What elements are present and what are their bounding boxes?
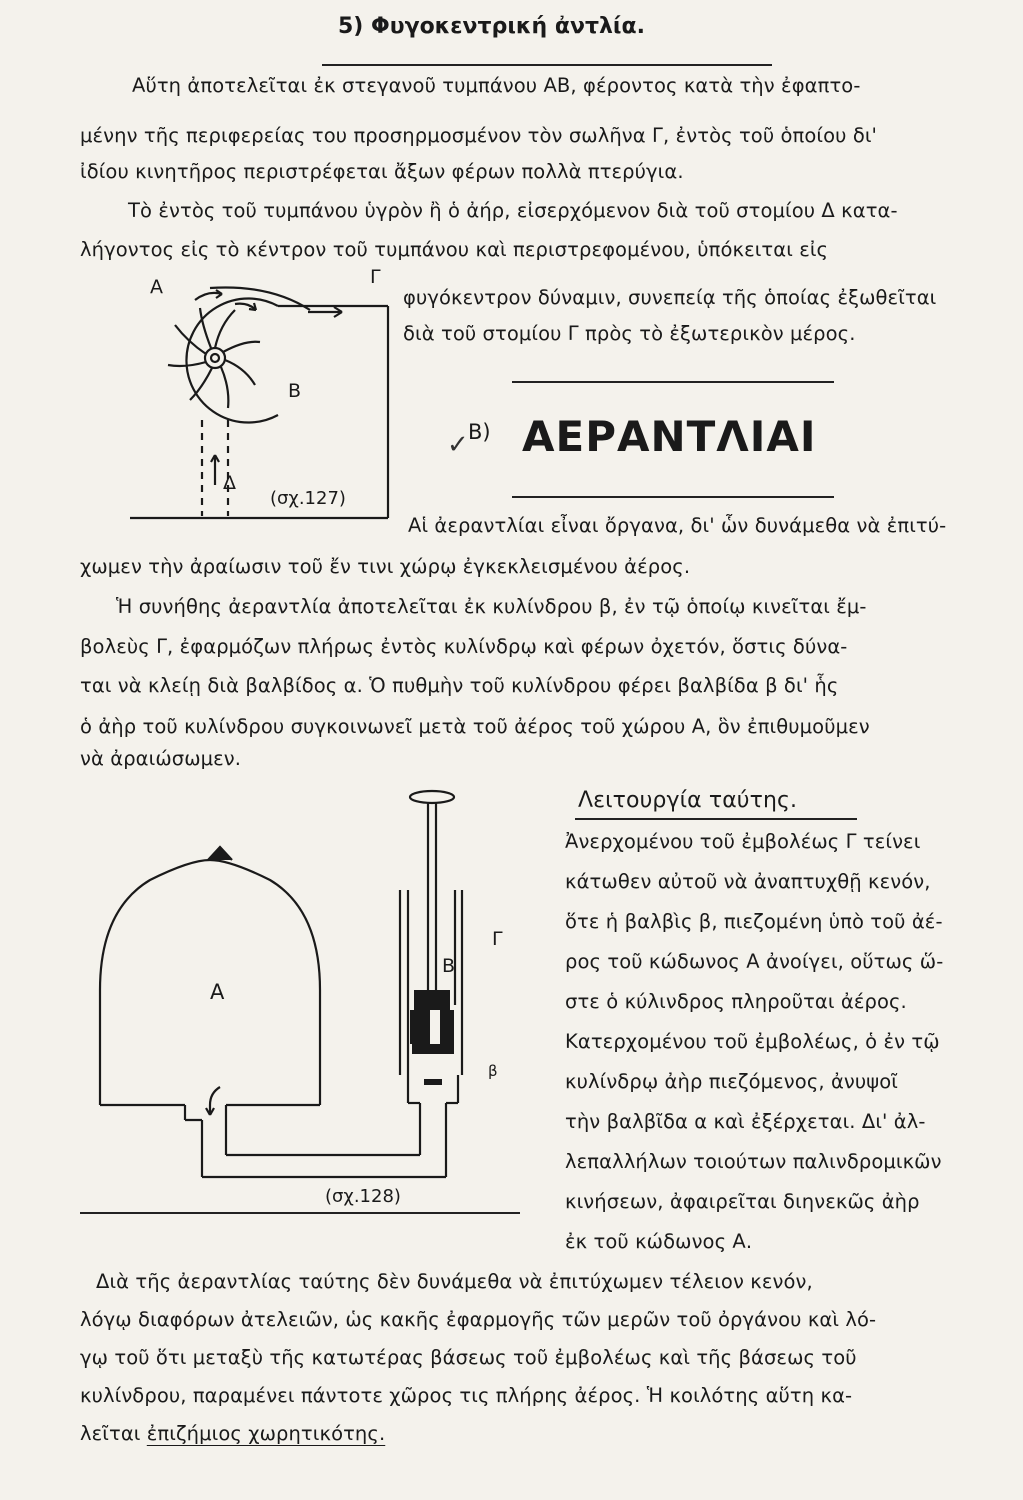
section2-line-1: χωμεν τὴν ἀραίωσιν τοῦ ἔν τινι χώρῳ ἐγκεκλεισμένου ἀέρος. <box>80 555 691 578</box>
fig127-label-d: Δ <box>223 472 236 494</box>
operation-line-7: κυλίνδρῳ ἀὴρ πιεζόμενος, ἀνυψοῖ <box>565 1070 898 1093</box>
operation-line-10: κινήσεων, ἀφαιρεῖται διηνεκῶς ἀὴρ <box>565 1190 920 1213</box>
section1-side-line-1: φυγόκεντρον δύναμιν, συνεπείᾳ τῆς ὁποίας ἐξωθεῖται <box>403 286 937 309</box>
operation-line-2: κάτωθεν αὐτοῦ νὰ ἀναπτυχθῇ κενόν, <box>565 870 931 893</box>
operation-heading-underline <box>575 818 857 820</box>
operation-line-11: ἐκ τοῦ κώδωνος Α. <box>565 1230 753 1253</box>
air-pump-figure <box>90 775 560 1210</box>
operation-line-8: τὴν βαλβῖδα α καὶ ἐξέρχεται. Δι' ἀλ- <box>565 1110 926 1133</box>
heading-rule-top <box>512 381 834 383</box>
operation-line-6: Κατερχομένου τοῦ ἐμβολέως, ὁ ἐν τῷ <box>565 1030 940 1053</box>
section-b-prefix: B) <box>468 420 491 444</box>
fig128-label-beta: β <box>488 1062 498 1080</box>
fig127-label-a: Α <box>150 276 163 298</box>
fig128-label-g: Γ <box>492 928 503 950</box>
closing-line-3: γῳ τοῦ ὅτι μεταξὺ τῆς κατωτέρας βάσεως τοῦ ἐμβολέως καὶ τῆς βάσεως τοῦ <box>80 1346 857 1369</box>
operation-line-4: ρος τοῦ κώδωνος Α ἀνοίγει, οὕτως ὥ- <box>565 950 944 973</box>
section2-line-4: ται νὰ κλείῃ διὰ βαλβίδος α. Ὁ πυθμὴν τοῦ κυλίνδρου φέρει βαλβίδα β δι' ἧς <box>80 674 839 697</box>
operation-line-1: Ἀνερχομένου τοῦ ἐμβολέως Γ τείνει <box>565 830 921 853</box>
figure-divider <box>80 1212 520 1214</box>
fig128-caption: (σχ.128) <box>325 1186 401 1207</box>
fig127-caption: (σχ.127) <box>270 488 346 509</box>
closing-line-1: Διὰ τῆς ἀεραντλίας ταύτης δὲν δυνάμεθα νὰ ἐπιτύχωμεν τέλειον κενόν, <box>96 1270 813 1293</box>
term-underlined: ἐπιζήμιος χωρητικότης. <box>146 1422 386 1445</box>
operation-line-9: λεπαλλήλων τοιούτων παλινδρομικῶν <box>565 1150 942 1173</box>
section2-line-2: Ἡ συνήθης ἀεραντλία ἀποτελεῖται ἐκ κυλίνδρου β, ἐν τῷ ὁποίῳ κινεῖται ἔμ- <box>116 595 867 618</box>
section2-line-5: ὁ ἀὴρ τοῦ κυλίνδρου συγκοινωνεῖ μετὰ τοῦ ἀέρος τοῦ χώρου Α, ὃν ἐπιθυμοῦμεν <box>80 715 870 738</box>
section1-line-3: ἰδίου κινητῆρος περιστρέφεται ἄξων φέρων πολλὰ πτερύγια. <box>80 160 684 183</box>
fig127-label-b: Β <box>288 380 302 402</box>
fig128-label-alpha: α <box>478 1018 488 1036</box>
operation-heading: Λειτουργία ταύτης. <box>578 788 798 813</box>
operation-line-3: ὅτε ἡ βαλβὶς β, πιεζομένη ὑπὸ τοῦ ἀέ- <box>565 910 943 933</box>
heading-rule-bottom <box>512 496 834 498</box>
operation-line-5: στε ὁ κύλινδρος πληροῦται ἀέρος. <box>565 990 907 1013</box>
section1-line-5: λήγοντος εἰς τὸ κέντρον τοῦ τυμπάνου καὶ περιστρεφομένου, ὑπόκειται εἰς <box>80 238 829 261</box>
title-underline <box>322 64 772 66</box>
section2-line-3: βολεὺς Γ, ἐφαρμόζων πλήρως ἐντὸς κυλίνδρῳ καὶ φέρων ὀχετόν, ὅστις δύνα- <box>80 635 848 658</box>
section-b-heading: ΑΕΡΑΝΤΛΙΑΙ <box>522 412 817 461</box>
section2-line-6: νὰ ἀραιώσωμεν. <box>80 747 242 770</box>
section1-line-2: μένην τῆς περιφερείας του προσηρμοσμένον τὸν σωλῆνα Γ, ἐντὸς τοῦ ὁποίου δι' <box>80 124 878 147</box>
closing-line-4: κυλίνδρου, παραμένει πάντοτε χῶρος τις πλήρης ἀέρος. Ἡ κοιλότης αὕτη κα- <box>80 1384 853 1407</box>
section1-side-line-2: διὰ τοῦ στομίου Γ πρὸς τὸ ἐξωτερικὸν μέρος. <box>403 322 856 345</box>
closing-line-2: λόγῳ διαφόρων ἀτελειῶν, ὡς κακῆς ἐφαρμογῆς τῶν μερῶν τοῦ ὀργάνου καὶ λό- <box>80 1308 877 1331</box>
check-mark-icon: ✓ <box>447 430 469 460</box>
fig128-label-b-upper: Β <box>442 955 456 977</box>
fig127-label-g: Γ <box>370 266 381 288</box>
fig128-label-a: Α <box>210 980 225 1004</box>
section1-line-4: Τὸ ἐντὸς τοῦ τυμπάνου ὑγρὸν ἢ ὁ ἀήρ, εἰσερχόμενον διὰ τοῦ στομίου Δ κατα- <box>128 199 898 222</box>
closing-line-5 <box>80 1420 385 1448</box>
section1-line-1: Αὕτη ἀποτελεῖται ἐκ στεγανοῦ τυμπάνου ΑΒ, φέροντος κατὰ τὴν ἐφαπτο- <box>132 74 861 97</box>
section2-intro-line: Αἱ ἀεραντλίαι εἶναι ὄργανα, δι' ὧν δυνάμεθα νὰ ἐπιτύ- <box>408 514 947 537</box>
page-title: 5) Φυγοκεντρική ἀντλία. <box>338 14 645 39</box>
closing-last-prefix: λεῖται <box>80 1422 147 1445</box>
